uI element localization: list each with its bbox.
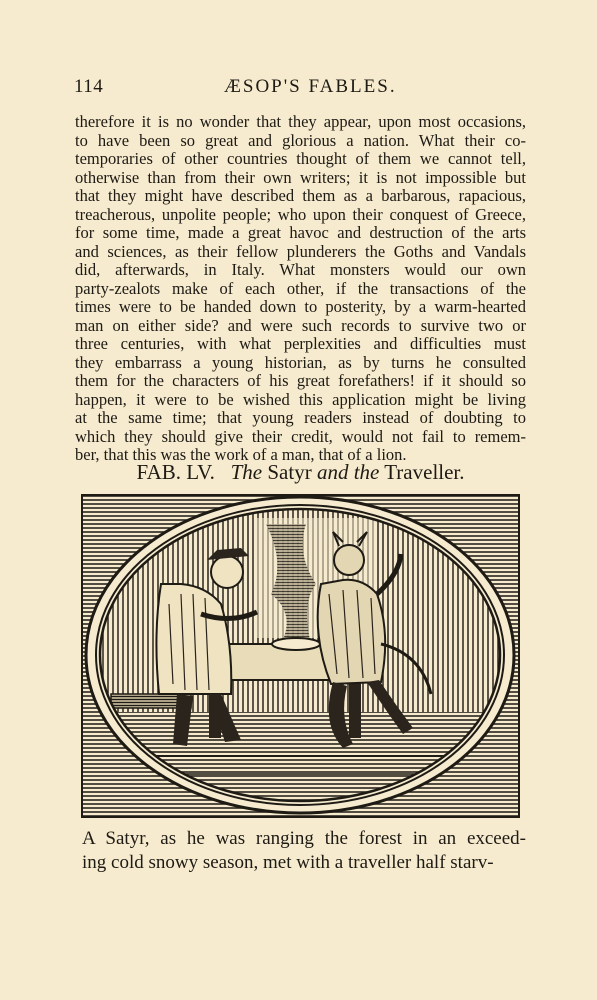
text-line: ber, that this was the work of a man, that of a lion. — [75, 446, 407, 464]
woodcut-illustration — [81, 494, 520, 818]
text-line: ing cold snowy season, met with a traveller half starv- — [82, 852, 494, 873]
fable-title-traveller: Traveller. — [384, 460, 465, 484]
text-line: party-zealots make of each other, if the transactions of the — [75, 279, 526, 298]
woodcut-svg — [81, 494, 520, 818]
text-line: three centuries, with what perplexities and difficulties must — [75, 335, 526, 353]
text-line: them for the characters of his great forefathers! if it should so — [75, 372, 526, 390]
fable-title-and-the: and the — [316, 460, 380, 484]
text-line: temporaries of other countries thought of them we cannot tell, — [75, 150, 526, 168]
text-line: A Satyr, as he was ranging the forest in an exceed- — [82, 828, 526, 849]
fable-title-satyr: Satyr — [267, 460, 312, 484]
text-line: times were to be handed down to posterity, by a warm-hearted — [75, 298, 526, 316]
page-number: 114 — [74, 76, 104, 97]
text-line: to have been so great and glorious a nation. What their co- — [75, 131, 526, 150]
text-line: that they might have described them as a barbarous, rapacious, — [75, 187, 526, 205]
text-line: man on either side? and were such records to survive two or — [75, 316, 526, 335]
fable-number: FAB. LV. — [136, 460, 215, 484]
text-line: otherwise than from their own writers; it is not impossible but — [75, 168, 526, 187]
fable-opening-paragraph — [82, 827, 526, 875]
text-line: therefore it is no wonder that they appear, upon most occasions, — [75, 113, 526, 131]
text-line: did, afterwards, in Italy. What monsters would our own — [75, 261, 526, 279]
book-title: ÆSOP'S FABLES. — [224, 76, 397, 97]
text-line: and sciences, as their fellow plunderers the Goths and Vandals — [75, 242, 526, 261]
fable-heading — [75, 460, 526, 485]
text-line: which they should give their credit, would not fail to remem- — [75, 427, 526, 446]
fable-title-the: The — [230, 460, 263, 484]
body-paragraph — [75, 113, 526, 465]
text-line: treacherous, unpolite people; who upon their conquest of Greece, — [75, 205, 526, 224]
text-line: happen, it were to be wished this application might be living — [75, 390, 526, 409]
text-line: they embarrass a young historian, as by turns he consulted — [75, 353, 526, 372]
text-line: for some time, made a great havoc and destruction of the arts — [75, 224, 526, 242]
running-head — [74, 76, 526, 104]
text-line: at the same time; that young readers instead of doubting to — [75, 409, 526, 427]
